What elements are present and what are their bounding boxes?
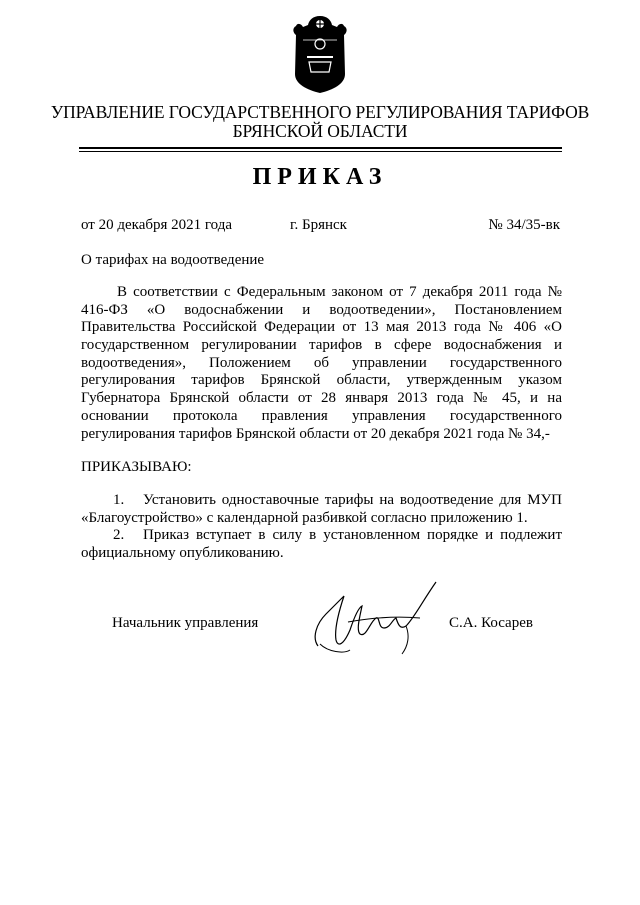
preamble-line: регулирования тарифов Брянской области, утвержденным указом [81, 372, 562, 389]
org-name-line2: БРЯНСКОЙ ОБЛАСТИ [232, 121, 408, 141]
preamble-paragraph [81, 284, 562, 443]
handwritten-signature [310, 578, 446, 660]
preamble-line: Правительства Российской Федерации от 13 мая 2013 года № 406 «О [81, 319, 562, 336]
document-number: № 34/35-вк [488, 217, 560, 233]
order-item-text: Установить одноставочные тарифы на водоотведение для МУП [143, 492, 562, 508]
signatory-name: С.А. Косарев [449, 615, 533, 631]
order-item-2-line1 [81, 527, 562, 545]
order-items [81, 492, 562, 562]
order-item-text: Приказ вступает в силу в установленном порядке и подлежит [143, 527, 562, 543]
document-date: от 20 декабря 2021 года [81, 217, 233, 233]
preamble-line: водоотведения», Положением об управлении государственного [81, 354, 562, 371]
preamble-line: Губернатора Брянской области от 28 января 2013 года № 45, и на [81, 390, 562, 407]
document-subject: О тарифах на водоотведение [81, 252, 265, 268]
preamble-line: 416-ФЗ «О водоснабжении и водоотведении», Постановлением [81, 301, 562, 318]
document-title: ПРИКАЗ [252, 164, 388, 190]
header-rule-thin [79, 151, 562, 152]
order-word: ПРИКАЗЫВАЮ: [81, 459, 192, 475]
org-name-line1: УПРАВЛЕНИЕ ГОСУДАРСТВЕННОГО РЕГУЛИРОВАНИЯ ТАРИФОВ [50, 102, 590, 122]
order-item-2-line2: официальному опубликованию. [81, 544, 284, 561]
preamble-line: регулирования тарифов Брянской области от 20 декабря 2021 года № 34,- [81, 425, 550, 442]
header-rule-thick [79, 147, 562, 149]
order-item-1-line1 [81, 492, 562, 510]
bryansk-coat-of-arms-icon [289, 14, 351, 94]
signatory-position: Начальник управления [112, 615, 259, 631]
document-city: г. Брянск [290, 217, 347, 233]
preamble-line: основании протокола правления управления государственного [81, 407, 562, 424]
preamble-line: В соответствии с Федеральным законом от 7 декабря 2011 года № [117, 284, 562, 300]
order-item-1-line2: «Благоустройство» с календарной разбивкой согласно приложению 1. [81, 509, 528, 526]
order-item-number: 1. [113, 492, 125, 508]
order-item-number: 2. [113, 527, 125, 543]
preamble-line: государственном регулировании тарифов в сфере водоснабжения и [81, 337, 562, 354]
